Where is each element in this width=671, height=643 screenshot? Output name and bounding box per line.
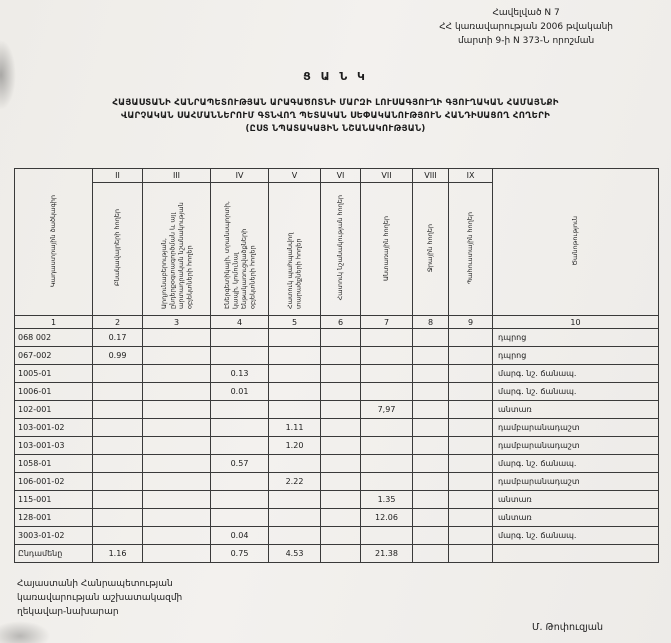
area-value-cell: [143, 347, 211, 365]
area-value-cell: [269, 401, 321, 419]
roman-numeral-label: VI: [321, 169, 361, 183]
area-value-cell: [449, 401, 493, 419]
remark-cell: անտառ: [493, 401, 659, 419]
total-label-cell: Ընդամենը: [15, 545, 93, 563]
area-value-cell: [93, 437, 143, 455]
area-value-cell: [93, 401, 143, 419]
remark-cell: դպրոց: [493, 347, 659, 365]
column-header-category: [211, 183, 269, 316]
area-value-cell: [413, 527, 449, 545]
area-value-cell: [143, 437, 211, 455]
rotated-header-label: Կադաստրային ծածկագիր: [49, 194, 58, 288]
area-value-cell: 4.53: [269, 545, 321, 563]
subtitle-line-1: ՀԱՅԱՍՏԱՆԻ ՀԱՆՐԱՊԵՏՈՒԹՅԱՆ ԱՐԱԳԱԾՈՏՆԻ ՄԱՐԶԻ ԼՈՒՍԱԳՅՈՒՂԻ ԳՅՈՒՂԱԿԱՆ ՀԱՄԱՅՆՔԻ: [112, 98, 559, 108]
area-value-cell: [413, 383, 449, 401]
column-header-category: [449, 183, 493, 316]
area-value-cell: [93, 383, 143, 401]
signatory-block: [17, 578, 182, 620]
roman-numeral-label: IX: [449, 169, 493, 183]
area-value-cell: [211, 419, 269, 437]
area-value-cell: [413, 401, 449, 419]
column-header-category: [361, 183, 413, 316]
area-value-cell: [321, 401, 361, 419]
subtitle-line-2: ՎԱՐՉԱԿԱՆ ՍԱՀՄԱՆՆԵՐՈՒՄ ԳՏՆՎՈՂ ՊԵՏԱԿԱՆ ՍԵՓԱԿԱՆՈՒԹՅՈՒՆ ՀԱՆԴԻՍԱՑՈՂ ՀՈՂԵՐԻ: [120, 110, 551, 121]
area-value-cell: 21.38: [361, 545, 413, 563]
total-row: [15, 545, 659, 563]
signatory-line-1: Հայաստանի Հանրապետության: [17, 579, 173, 589]
rotated-header-label: Ջրային հողեր: [426, 223, 435, 273]
appendix-block: [439, 7, 613, 49]
area-value-cell: 0.17: [93, 329, 143, 347]
area-value-cell: [269, 365, 321, 383]
rotated-header-label: Էներգետիկայի, տրանսպորտի, կապի, կոմունալ ենթակառուցվածքների օբյեկտների հողեր: [222, 201, 256, 309]
area-value-cell: [449, 437, 493, 455]
area-value-cell: [143, 491, 211, 509]
table-row: [15, 455, 659, 473]
area-value-cell: [413, 455, 449, 473]
area-value-cell: [413, 347, 449, 365]
area-value-cell: [211, 509, 269, 527]
area-value-cell: [413, 437, 449, 455]
roman-numeral-label: II: [93, 169, 143, 183]
area-value-cell: [269, 383, 321, 401]
area-value-cell: [143, 401, 211, 419]
area-value-cell: [143, 545, 211, 563]
column-number-label: 9: [449, 316, 493, 329]
column-header-category: [413, 183, 449, 316]
area-value-cell: [361, 347, 413, 365]
area-value-cell: [321, 491, 361, 509]
area-value-cell: [361, 383, 413, 401]
table-row: [15, 509, 659, 527]
column-number-label: 4: [211, 316, 269, 329]
roman-numeral-label: VII: [361, 169, 413, 183]
area-value-cell: [449, 329, 493, 347]
area-value-cell: [143, 455, 211, 473]
rotated-header-label: Բնակավայրերի հողեր: [113, 209, 122, 287]
remark-cell: դամբարանադաշտ: [493, 419, 659, 437]
table-header: [15, 169, 659, 329]
rotated-header-label: Ծանոթություն: [571, 216, 580, 266]
rotated-header-label: Հատուկ պահպանվող տարածքների հողեր: [286, 232, 303, 309]
table-row: [15, 491, 659, 509]
area-value-cell: [211, 437, 269, 455]
area-value-cell: 1.35: [361, 491, 413, 509]
area-value-cell: [321, 329, 361, 347]
remark-cell: մարգ. նշ. ճանապ.: [493, 455, 659, 473]
area-value-cell: [321, 509, 361, 527]
area-value-cell: [413, 329, 449, 347]
area-value-cell: [449, 455, 493, 473]
remark-cell: անտառ: [493, 509, 659, 527]
cadastral-code-cell: 1058-01: [15, 455, 93, 473]
area-value-cell: 12.06: [361, 509, 413, 527]
table-row: [15, 473, 659, 491]
area-value-cell: [269, 329, 321, 347]
area-value-cell: [321, 437, 361, 455]
table-row: [15, 437, 659, 455]
cadastral-code-cell: 106-001-02: [15, 473, 93, 491]
area-value-cell: [361, 455, 413, 473]
area-value-cell: [361, 419, 413, 437]
area-value-cell: [449, 365, 493, 383]
table-row: [15, 347, 659, 365]
area-value-cell: 0.75: [211, 545, 269, 563]
area-value-cell: [449, 527, 493, 545]
column-number-label: 8: [413, 316, 449, 329]
area-value-cell: [269, 509, 321, 527]
remark-cell: անտառ: [493, 491, 659, 509]
table-row: [15, 401, 659, 419]
table-row: [15, 419, 659, 437]
area-value-cell: [449, 509, 493, 527]
area-value-cell: [321, 347, 361, 365]
column-header-category: [269, 183, 321, 316]
area-value-cell: 2.22: [269, 473, 321, 491]
area-value-cell: [93, 455, 143, 473]
area-value-cell: [93, 527, 143, 545]
area-value-cell: [361, 437, 413, 455]
area-value-cell: 0.99: [93, 347, 143, 365]
roman-numeral-label: VIII: [413, 169, 449, 183]
area-value-cell: [449, 491, 493, 509]
area-value-cell: 7,97: [361, 401, 413, 419]
area-value-cell: [321, 473, 361, 491]
area-value-cell: [143, 527, 211, 545]
column-number-label: 5: [269, 316, 321, 329]
area-value-cell: [361, 329, 413, 347]
column-header-cadastral-code: [15, 169, 93, 316]
cadastral-code-cell: 103-001-02: [15, 419, 93, 437]
rotated-header-label: Հատուկ նշանակության հողեր: [336, 195, 345, 301]
table-row: [15, 329, 659, 347]
remark-cell: դամբարանադաշտ: [493, 437, 659, 455]
remark-cell: [493, 545, 659, 563]
land-parcels-table: [14, 168, 659, 563]
column-number-label: 10: [493, 316, 659, 329]
column-number-label: 6: [321, 316, 361, 329]
roman-numeral-label: V: [269, 169, 321, 183]
area-value-cell: 0.04: [211, 527, 269, 545]
appendix-decree-line: մարտի 9-ի N 373-Ն որոշման: [457, 35, 595, 46]
area-value-cell: [413, 473, 449, 491]
area-value-cell: [321, 365, 361, 383]
table-row: [15, 365, 659, 383]
cadastral-code-cell: 068 002: [15, 329, 93, 347]
area-value-cell: [321, 455, 361, 473]
scan-artifact: [0, 621, 50, 643]
area-value-cell: [413, 365, 449, 383]
area-value-cell: [321, 527, 361, 545]
area-value-cell: [449, 473, 493, 491]
table-row: [15, 527, 659, 545]
cadastral-code-cell: 1006-01: [15, 383, 93, 401]
rotated-header-label: Պահուստային հողեր: [466, 211, 475, 285]
area-value-cell: [211, 491, 269, 509]
column-number-label: 1: [15, 316, 93, 329]
area-value-cell: [269, 491, 321, 509]
remark-cell: մարգ. նշ. ճանապ.: [493, 527, 659, 545]
table-row: [15, 383, 659, 401]
area-value-cell: [143, 419, 211, 437]
area-value-cell: 0.57: [211, 455, 269, 473]
area-value-cell: [361, 473, 413, 491]
area-value-cell: [93, 365, 143, 383]
area-value-cell: [321, 419, 361, 437]
column-header-category: [93, 183, 143, 316]
cadastral-code-cell: 067-002: [15, 347, 93, 365]
area-value-cell: 1.20: [269, 437, 321, 455]
area-value-cell: [413, 545, 449, 563]
cadastral-code-cell: 103-001-03: [15, 437, 93, 455]
area-value-cell: [449, 347, 493, 365]
area-value-cell: [143, 473, 211, 491]
area-value-cell: [449, 545, 493, 563]
cadastral-code-cell: 102-001: [15, 401, 93, 419]
column-number-label: 3: [143, 316, 211, 329]
table-body: [15, 329, 659, 563]
area-value-cell: [361, 365, 413, 383]
remark-cell: մարգ. նշ. ճանապ.: [493, 383, 659, 401]
area-value-cell: [143, 383, 211, 401]
remark-cell: դամբարանադաշտ: [493, 473, 659, 491]
column-header-category: [143, 183, 211, 316]
area-value-cell: [93, 473, 143, 491]
area-value-cell: [143, 365, 211, 383]
area-value-cell: [361, 527, 413, 545]
roman-numeral-label: IV: [211, 169, 269, 183]
area-value-cell: [211, 347, 269, 365]
area-value-cell: [321, 545, 361, 563]
column-header-category: [321, 183, 361, 316]
area-value-cell: [211, 401, 269, 419]
area-value-cell: [143, 509, 211, 527]
area-value-cell: 0.13: [211, 365, 269, 383]
area-value-cell: [269, 527, 321, 545]
remark-cell: դպրոց: [493, 329, 659, 347]
area-value-cell: [211, 473, 269, 491]
appendix-title: Հավելված N 7: [492, 8, 560, 18]
area-value-cell: [413, 509, 449, 527]
signature-name: Մ. Թոփուզյան: [531, 622, 603, 633]
cadastral-code-cell: 128-001: [15, 509, 93, 527]
roman-numeral-label: III: [143, 169, 211, 183]
area-value-cell: 1.11: [269, 419, 321, 437]
subtitle-line-3: (ԸՍՏ ՆՊԱՏԱԿԱՅԻՆ ՆՇԱՆԱԿՈՒԹՅԱՆ): [245, 123, 426, 134]
column-number-label: 2: [93, 316, 143, 329]
remark-cell: մարգ. նշ. ճանապ.: [493, 365, 659, 383]
area-value-cell: [413, 491, 449, 509]
area-value-cell: [413, 419, 449, 437]
area-value-cell: [93, 491, 143, 509]
area-value-cell: [269, 455, 321, 473]
cadastral-code-cell: 115-001: [15, 491, 93, 509]
column-header-remark: [493, 169, 659, 316]
area-value-cell: 0.01: [211, 383, 269, 401]
document-title: Ց Ա Ն Կ: [303, 70, 368, 83]
rotated-header-label: Արդյունաբերության, ընդերքօգտագործման և այլ արտադրական նշանակության օբյեկտների հողեր: [159, 202, 193, 309]
area-value-cell: 1.16: [93, 545, 143, 563]
area-value-cell: [449, 383, 493, 401]
area-value-cell: [93, 509, 143, 527]
area-value-cell: [321, 383, 361, 401]
area-value-cell: [93, 419, 143, 437]
document-subtitle: [0, 97, 671, 135]
column-number-label: 7: [361, 316, 413, 329]
area-value-cell: [211, 329, 269, 347]
cadastral-code-cell: 3003-01-02: [15, 527, 93, 545]
area-value-cell: [449, 419, 493, 437]
area-value-cell: [143, 329, 211, 347]
area-value-cell: [269, 347, 321, 365]
signatory-line-2: կառավարության աշխատակազմի: [17, 592, 183, 603]
signatory-line-3: ղեկավար-նախարար: [17, 606, 119, 617]
cadastral-code-cell: 1005-01: [15, 365, 93, 383]
rotated-header-label: Անտառային հողեր: [382, 215, 391, 281]
appendix-government-line: ՀՀ կառավարության 2006 թվականի: [439, 21, 613, 32]
